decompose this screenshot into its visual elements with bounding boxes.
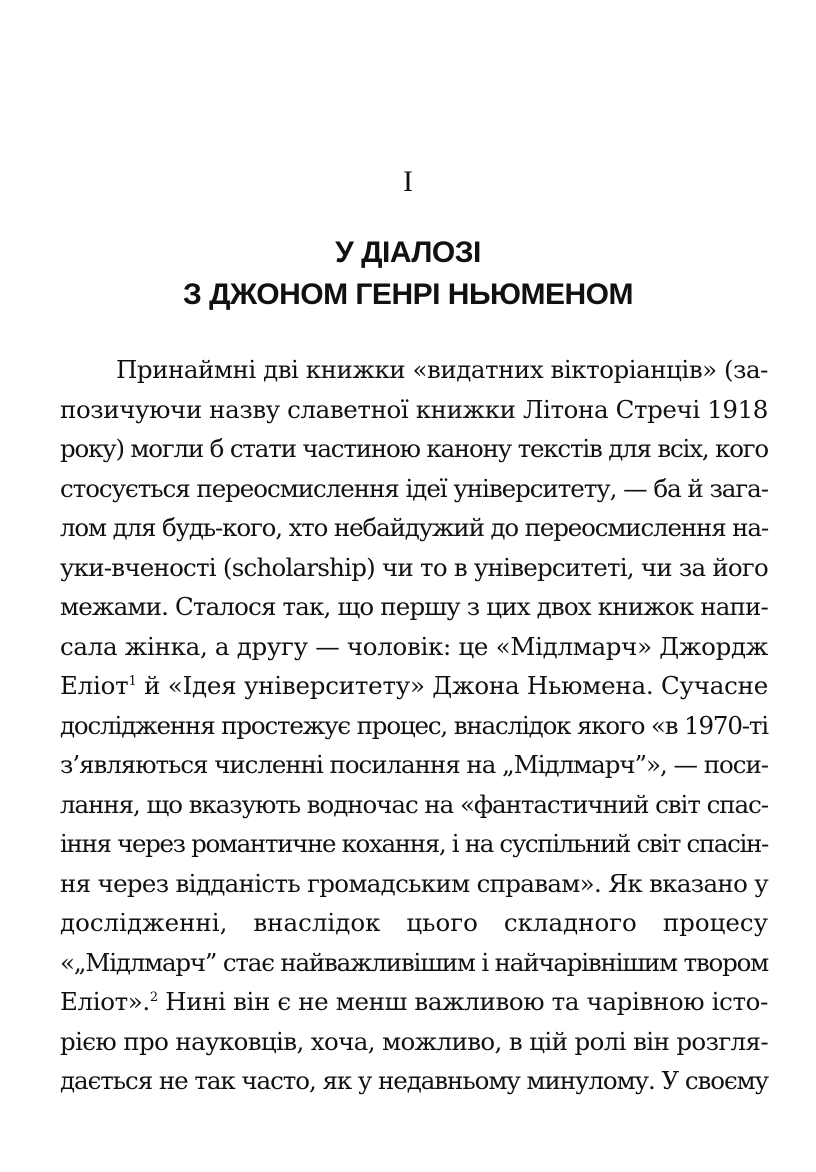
chapter-title <box>0 232 816 316</box>
text-line: «„Мідлмарч” стає найважливішим і найчарівнішим твором <box>60 947 768 977</box>
text-line: Еліот$^1$ й «Ідея університету» Джона Ньюмена. Сучасне <box>60 671 769 700</box>
text-line: Принаймні дві книжки «видатних вікторіанців» (за- <box>116 355 768 384</box>
text-line: позичуючи назву славетної книжки Літона Стречі 1918 <box>60 394 768 424</box>
text-line: сала жінка, а другу — чоловік: це «Мідлмарч» Джордж <box>60 631 768 661</box>
text-line: рією про науковців, хоча, можливо, в цій ролі він розгля- <box>60 1026 768 1056</box>
text-line: межами. Сталося так, що першу з цих двох книжок напи- <box>60 592 768 621</box>
text-line: лання, що вказують водночас на «фантастичний світ спас- <box>60 789 768 819</box>
text-line: стосується переосмислення ідеї університету, — ба й зага- <box>60 473 768 503</box>
chapter-title-line-2: З ДЖОНОМ ГЕНРІ НЬЮМЕНОМ <box>183 278 633 311</box>
text-line: з’являються численні посилання на „Мідлмарч”», — поси- <box>60 750 768 779</box>
text-line: дається не так часто, як у недавньому минулому. У своєму <box>60 1066 768 1095</box>
body-text <box>60 350 768 1101</box>
footnote-mark[interactable]: 2 <box>149 989 158 1005</box>
text-line: дослідження простежує процес, внаслідок якого «в 1970-ті <box>60 710 768 740</box>
text-line: лом для будь-кого, хто небайдужий до переосмислення на- <box>60 513 768 542</box>
text-line: уки-вченості (scholarship) чи то в університеті, чи за його <box>60 552 768 582</box>
text-line: Еліот».$^2$ Нині він є не менш важливою та чарівною істо- <box>60 987 768 1016</box>
text-line: року) могли б стати частиною канону текстів для всіх, кого <box>60 434 768 463</box>
chapter-number: I <box>403 165 413 198</box>
chapter-title-line-1: У ДІАЛОЗІ <box>335 236 481 269</box>
text-line: ня через відданість громадським справам». Як вказано у <box>60 868 768 898</box>
footnote-mark[interactable]: 1 <box>128 673 137 689</box>
text-line: дослідженні, внаслідок цього складного процесу <box>60 908 768 937</box>
text-line: іння через романтичне кохання, і на суспільний світ спасін- <box>60 829 768 858</box>
